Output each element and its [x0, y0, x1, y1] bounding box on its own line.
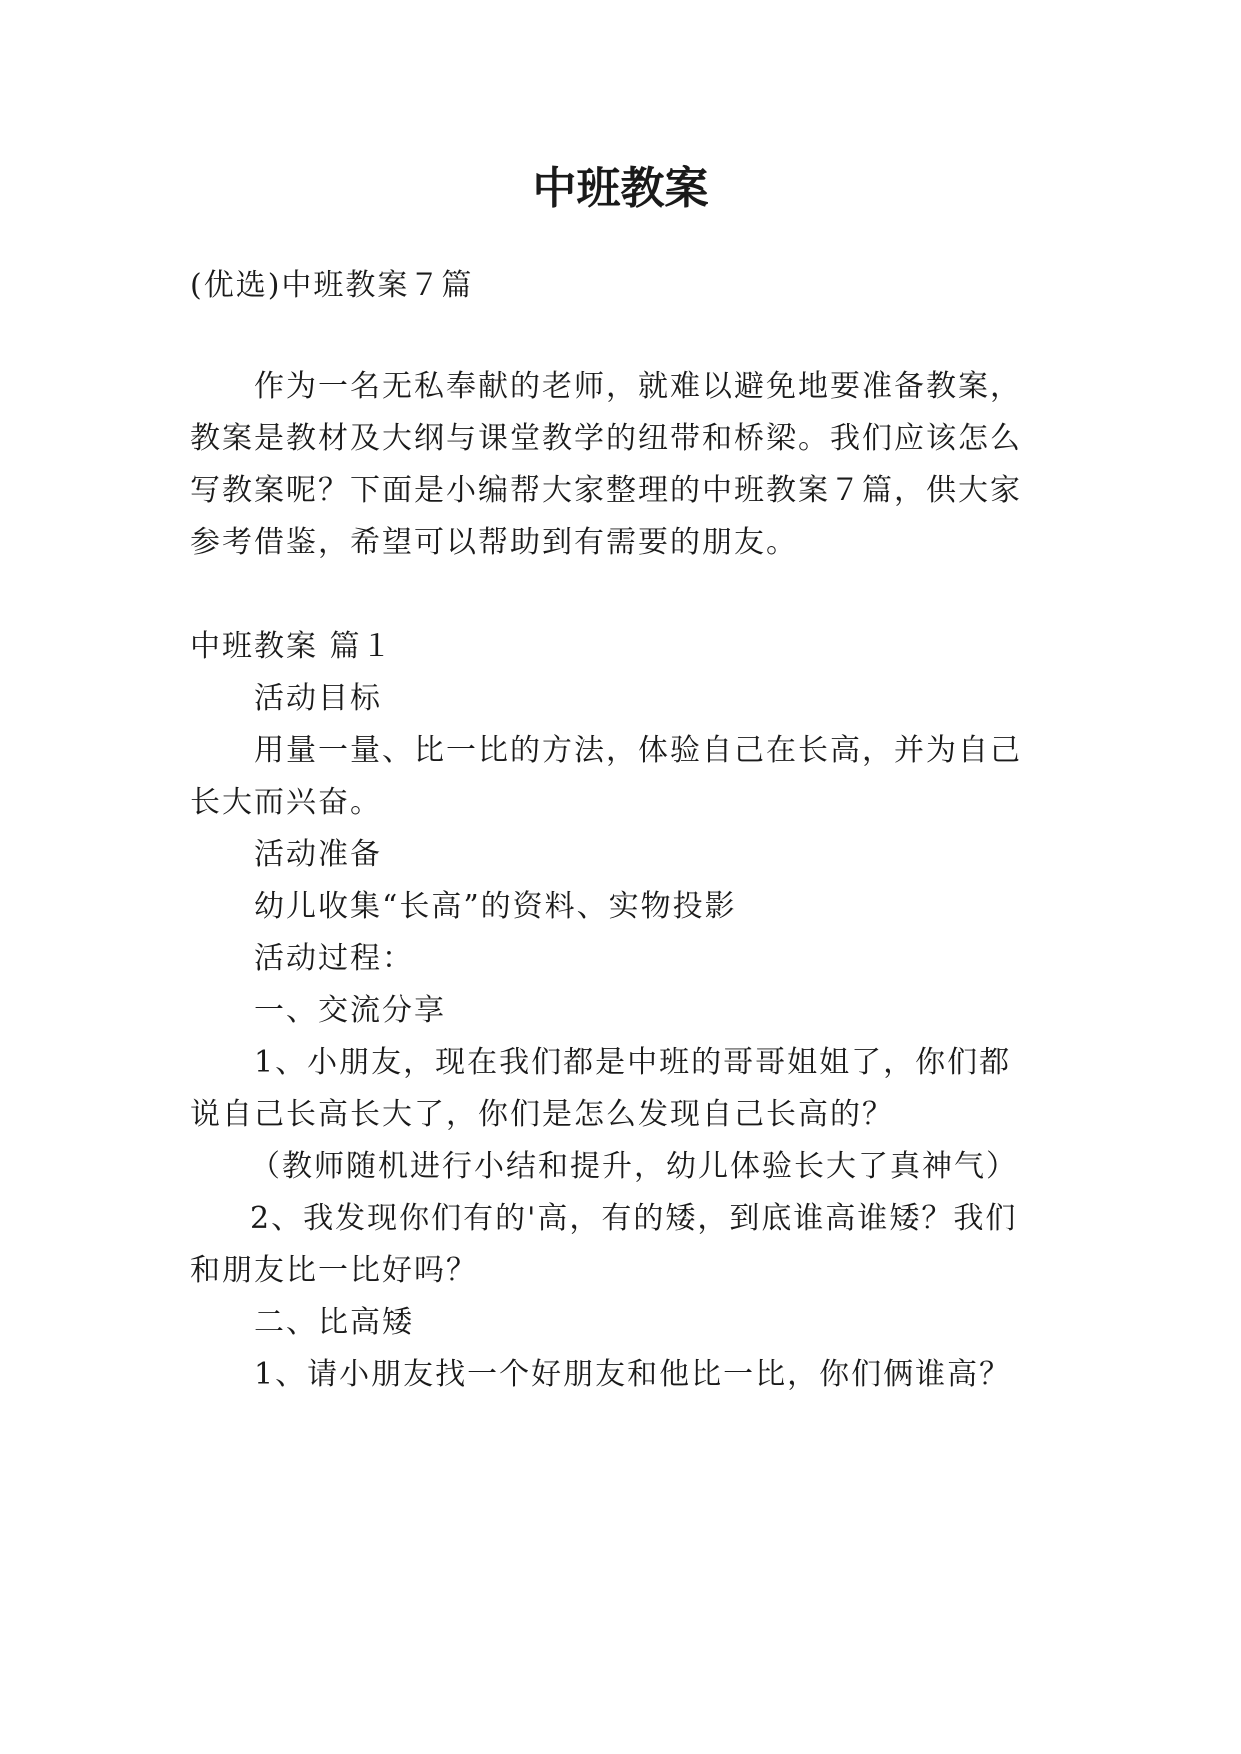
part1-item2-line-2: 和朋友比一比好吗？: [190, 1253, 478, 1288]
process-label: 活动过程：: [254, 941, 414, 976]
part1-item2-line-1: 2、我发现你们有的'高，有的矮，到底谁高谁矮？我们: [250, 1201, 1018, 1236]
document-subtitle: (优选)中班教案７篇: [190, 268, 474, 303]
goal-label: 活动目标: [254, 681, 382, 716]
goal-text-line-1: 用量一量、比一比的方法，体验自己在长高，并为自己: [254, 733, 1022, 768]
document-title: 中班教案: [532, 163, 709, 214]
prep-label: 活动准备: [254, 837, 382, 872]
intro-line-4: 参考借鉴，希望可以帮助到有需要的朋友。: [190, 525, 798, 560]
section-heading: 中班教案 篇１: [190, 629, 394, 664]
intro-line-2: 教案是教材及大纲与课堂教学的纽带和桥梁。我们应该怎么: [190, 421, 1022, 456]
part1-item1-line-2: 说自己长高长大了，你们是怎么发现自己长高的？: [190, 1097, 894, 1132]
prep-text: 幼儿收集“长高”的资料、实物投影: [254, 889, 737, 924]
part1-note: （教师随机进行小结和提升，幼儿体验长大了真神气）: [250, 1149, 1018, 1184]
part1-item1-line-1: 1、小朋友，现在我们都是中班的哥哥姐姐了，你们都: [254, 1045, 1012, 1080]
part2-label: 二、比高矮: [254, 1305, 414, 1340]
part2-item1: 1、请小朋友找一个好朋友和他比一比，你们俩谁高？: [254, 1357, 1012, 1392]
goal-text-line-2: 长大而兴奋。: [190, 785, 382, 820]
part1-label: 一、交流分享: [254, 993, 446, 1028]
intro-line-1: 作为一名无私奉献的老师，就难以避免地要准备教案，: [254, 369, 1022, 404]
intro-line-3: 写教案呢？下面是小编帮大家整理的中班教案７篇，供大家: [190, 473, 1022, 508]
